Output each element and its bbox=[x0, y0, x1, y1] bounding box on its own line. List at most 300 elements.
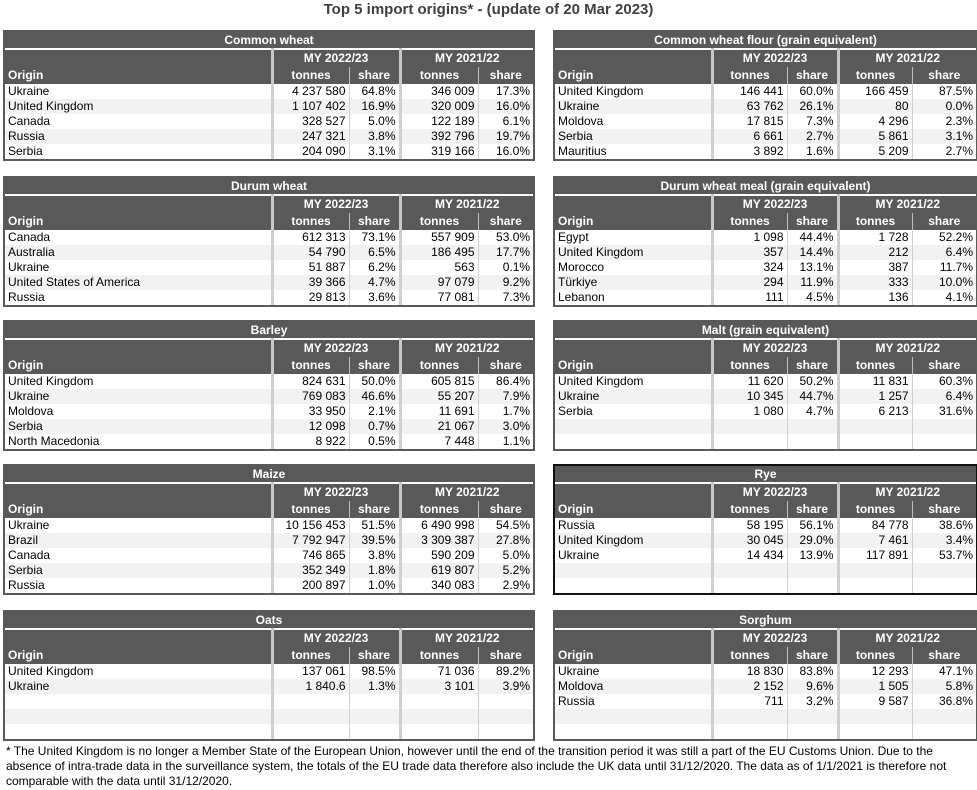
tonnes-header: tonnes bbox=[400, 501, 478, 518]
tonnes-header: tonnes bbox=[272, 357, 349, 374]
share-cell: 39.5% bbox=[349, 533, 400, 548]
tonnes-cell: 97 079 bbox=[400, 275, 478, 290]
share-cell: 83.8% bbox=[787, 664, 838, 679]
origin-cell: United Kingdom bbox=[555, 533, 712, 548]
share-cell: 4.7% bbox=[349, 275, 400, 290]
table-title: Rye bbox=[555, 466, 976, 483]
share-cell: 52.2% bbox=[912, 230, 976, 245]
period-header: MY 2021/22 bbox=[838, 195, 976, 213]
origin-cell: Serbia bbox=[5, 563, 272, 578]
tonnes-cell: 111 bbox=[712, 290, 787, 305]
origin-cell: Egypt bbox=[555, 230, 712, 245]
origin-cell bbox=[555, 578, 712, 593]
table-row bbox=[555, 709, 976, 724]
tonnes-cell: 4 237 580 bbox=[272, 84, 349, 99]
share-cell bbox=[478, 709, 533, 724]
tonnes-cell bbox=[272, 709, 349, 724]
tonnes-cell: 1 098 bbox=[712, 230, 787, 245]
share-cell bbox=[349, 694, 400, 709]
origin-cell: Russia bbox=[555, 694, 712, 709]
tonnes-cell: 6 213 bbox=[838, 404, 912, 419]
origin-cell: Mauritius bbox=[555, 144, 712, 159]
tonnes-cell: 166 459 bbox=[838, 84, 912, 99]
share-cell bbox=[912, 578, 976, 593]
tonnes-cell bbox=[838, 434, 912, 449]
tonnes-cell: 12 098 bbox=[272, 419, 349, 434]
origin-cell: Russia bbox=[5, 578, 272, 593]
share-cell: 56.1% bbox=[787, 518, 838, 533]
period-header: MY 2021/22 bbox=[400, 483, 533, 501]
table-row bbox=[555, 578, 976, 593]
table-row bbox=[5, 114, 533, 129]
share-cell: 4.1% bbox=[912, 290, 976, 305]
table-barley bbox=[3, 320, 535, 451]
share-cell: 3.6% bbox=[349, 290, 400, 305]
table-title: Maize bbox=[5, 466, 533, 483]
tonnes-cell: 557 909 bbox=[400, 230, 478, 245]
share-header: share bbox=[349, 357, 400, 374]
share-header: share bbox=[787, 67, 838, 84]
origin-header: Origin bbox=[555, 647, 712, 664]
tonnes-cell: 590 209 bbox=[400, 548, 478, 563]
share-cell: 0.1% bbox=[478, 260, 533, 275]
tonnes-cell: 29 813 bbox=[272, 290, 349, 305]
origin-header: Origin bbox=[5, 213, 272, 230]
period-header: MY 2021/22 bbox=[838, 49, 976, 67]
table-title: Malt (grain equivalent) bbox=[555, 322, 976, 339]
origin-header: Origin bbox=[5, 67, 272, 84]
table-row bbox=[555, 245, 976, 260]
share-cell: 1.8% bbox=[349, 563, 400, 578]
origin-cell: United Kingdom bbox=[5, 664, 272, 679]
share-cell: 64.8% bbox=[349, 84, 400, 99]
origin-cell: Russia bbox=[5, 290, 272, 305]
tonnes-header: tonnes bbox=[712, 67, 787, 84]
period-header: MY 2021/22 bbox=[838, 483, 976, 501]
share-header: share bbox=[912, 501, 976, 518]
tonnes-cell: 3 309 387 bbox=[400, 533, 478, 548]
table-row bbox=[555, 144, 976, 159]
share-cell bbox=[912, 563, 976, 578]
tonnes-cell: 247 321 bbox=[272, 129, 349, 144]
share-cell: 13.1% bbox=[787, 260, 838, 275]
tonnes-cell: 63 762 bbox=[712, 99, 787, 114]
share-header: share bbox=[787, 501, 838, 518]
tonnes-cell: 352 349 bbox=[272, 563, 349, 578]
share-cell: 6.4% bbox=[912, 245, 976, 260]
table-row bbox=[5, 404, 533, 419]
origin-cell: United Kingdom bbox=[555, 245, 712, 260]
tonnes-header: tonnes bbox=[712, 501, 787, 518]
tonnes-cell: 55 207 bbox=[400, 389, 478, 404]
origin-cell: Moldova bbox=[555, 114, 712, 129]
tonnes-header: tonnes bbox=[400, 213, 478, 230]
share-cell: 6.1% bbox=[478, 114, 533, 129]
tonnes-header: tonnes bbox=[400, 357, 478, 374]
tonnes-cell: 333 bbox=[838, 275, 912, 290]
tonnes-header: tonnes bbox=[838, 647, 912, 664]
table-row bbox=[555, 275, 976, 290]
tonnes-cell: 200 897 bbox=[272, 578, 349, 593]
tonnes-cell: 84 778 bbox=[838, 518, 912, 533]
tonnes-cell: 3 892 bbox=[712, 144, 787, 159]
share-cell: 1.3% bbox=[349, 679, 400, 694]
table-common-wheat bbox=[3, 30, 535, 161]
share-cell: 9.6% bbox=[787, 679, 838, 694]
share-cell: 16.0% bbox=[478, 99, 533, 114]
origin-cell: United Kingdom bbox=[555, 84, 712, 99]
table-row bbox=[555, 389, 976, 404]
share-cell: 19.7% bbox=[478, 129, 533, 144]
tonnes-cell: 9 587 bbox=[838, 694, 912, 709]
table-row bbox=[555, 533, 976, 548]
tonnes-cell: 39 366 bbox=[272, 275, 349, 290]
share-cell: 10.0% bbox=[912, 275, 976, 290]
table-row bbox=[555, 679, 976, 694]
table-title: Oats bbox=[5, 612, 533, 629]
tonnes-cell: 746 865 bbox=[272, 548, 349, 563]
table-row bbox=[5, 230, 533, 245]
share-cell: 36.8% bbox=[912, 694, 976, 709]
table-row bbox=[555, 419, 976, 434]
share-cell bbox=[912, 709, 976, 724]
period-header: MY 2022/23 bbox=[272, 195, 400, 213]
origin-cell: Ukraine bbox=[5, 389, 272, 404]
share-header: share bbox=[349, 647, 400, 664]
share-header: share bbox=[349, 67, 400, 84]
table-row bbox=[555, 99, 976, 114]
tonnes-cell bbox=[712, 578, 787, 593]
share-cell: 16.9% bbox=[349, 99, 400, 114]
share-cell bbox=[787, 578, 838, 593]
tonnes-cell: 21 067 bbox=[400, 419, 478, 434]
table-row bbox=[5, 245, 533, 260]
table-row bbox=[5, 578, 533, 593]
origin-cell: Serbia bbox=[5, 419, 272, 434]
share-cell: 3.8% bbox=[349, 548, 400, 563]
tonnes-cell: 8 922 bbox=[272, 434, 349, 449]
tonnes-header: tonnes bbox=[272, 647, 349, 664]
tonnes-cell: 1 257 bbox=[838, 389, 912, 404]
share-cell: 9.2% bbox=[478, 275, 533, 290]
table-row bbox=[555, 694, 976, 709]
tonnes-cell: 619 807 bbox=[400, 563, 478, 578]
table-rye bbox=[553, 464, 977, 595]
share-cell: 38.6% bbox=[912, 518, 976, 533]
share-cell: 5.0% bbox=[349, 114, 400, 129]
share-cell: 11.7% bbox=[912, 260, 976, 275]
table-row bbox=[5, 709, 533, 724]
table-sorghum bbox=[553, 610, 977, 741]
tonnes-cell bbox=[838, 709, 912, 724]
period-header: MY 2021/22 bbox=[400, 629, 533, 647]
share-cell: 60.0% bbox=[787, 84, 838, 99]
tonnes-header: tonnes bbox=[838, 357, 912, 374]
tonnes-cell bbox=[400, 709, 478, 724]
tonnes-cell: 186 495 bbox=[400, 245, 478, 260]
origin-cell: Australia bbox=[5, 245, 272, 260]
origin-cell: Morocco bbox=[555, 260, 712, 275]
tonnes-cell: 146 441 bbox=[712, 84, 787, 99]
origin-cell: Moldova bbox=[555, 679, 712, 694]
share-cell: 46.6% bbox=[349, 389, 400, 404]
share-cell: 4.7% bbox=[787, 404, 838, 419]
share-cell: 0.7% bbox=[349, 419, 400, 434]
origin-cell: Russia bbox=[5, 129, 272, 144]
share-cell: 3.2% bbox=[787, 694, 838, 709]
origin-cell: Serbia bbox=[5, 144, 272, 159]
period-header: MY 2022/23 bbox=[272, 629, 400, 647]
share-cell: 29.0% bbox=[787, 533, 838, 548]
tonnes-cell: 7 448 bbox=[400, 434, 478, 449]
share-cell: 2.1% bbox=[349, 404, 400, 419]
origin-cell bbox=[555, 724, 712, 739]
tonnes-cell bbox=[712, 724, 787, 739]
share-cell: 16.0% bbox=[478, 144, 533, 159]
share-cell: 7.3% bbox=[478, 290, 533, 305]
period-header: MY 2021/22 bbox=[838, 629, 976, 647]
share-cell: 51.5% bbox=[349, 518, 400, 533]
table-row bbox=[555, 724, 976, 739]
tonnes-cell: 2 152 bbox=[712, 679, 787, 694]
table-row bbox=[5, 275, 533, 290]
origin-cell: Ukraine bbox=[555, 548, 712, 563]
share-cell: 27.8% bbox=[478, 533, 533, 548]
tonnes-cell: 11 831 bbox=[838, 374, 912, 389]
origin-cell: Canada bbox=[5, 114, 272, 129]
tonnes-cell: 1 840.6 bbox=[272, 679, 349, 694]
share-cell: 3.1% bbox=[349, 144, 400, 159]
origin-header: Origin bbox=[555, 357, 712, 374]
table-row bbox=[555, 129, 976, 144]
tonnes-cell: 5 209 bbox=[838, 144, 912, 159]
table-row bbox=[555, 84, 976, 99]
share-header: share bbox=[478, 501, 533, 518]
share-cell: 2.3% bbox=[912, 114, 976, 129]
share-cell: 53.0% bbox=[478, 230, 533, 245]
share-cell: 73.1% bbox=[349, 230, 400, 245]
table-row bbox=[5, 419, 533, 434]
period-header: MY 2022/23 bbox=[712, 49, 838, 67]
share-header: share bbox=[478, 357, 533, 374]
page-title: Top 5 import origins* - (update of 20 Mar 2023) bbox=[323, 1, 654, 18]
share-cell bbox=[787, 724, 838, 739]
table-row bbox=[5, 144, 533, 159]
origin-cell: Canada bbox=[5, 230, 272, 245]
table-maize bbox=[3, 464, 535, 595]
share-cell: 3.8% bbox=[349, 129, 400, 144]
tonnes-cell: 54 790 bbox=[272, 245, 349, 260]
origin-cell: Ukraine bbox=[555, 389, 712, 404]
share-cell: 47.1% bbox=[912, 664, 976, 679]
table-row bbox=[5, 724, 533, 739]
tonnes-cell: 5 861 bbox=[838, 129, 912, 144]
table-title: Sorghum bbox=[555, 612, 976, 629]
tonnes-cell: 824 631 bbox=[272, 374, 349, 389]
tonnes-cell: 136 bbox=[838, 290, 912, 305]
tonnes-cell: 1 728 bbox=[838, 230, 912, 245]
table-row bbox=[555, 290, 976, 305]
origin-cell: Brazil bbox=[5, 533, 272, 548]
period-header: MY 2021/22 bbox=[400, 339, 533, 357]
period-header: MY 2021/22 bbox=[400, 195, 533, 213]
tonnes-cell bbox=[272, 724, 349, 739]
share-header: share bbox=[912, 647, 976, 664]
tonnes-cell: 58 195 bbox=[712, 518, 787, 533]
table-malt-grain-equivalent bbox=[553, 320, 977, 451]
table-title: Durum wheat meal (grain equivalent) bbox=[555, 178, 976, 195]
tonnes-cell: 30 045 bbox=[712, 533, 787, 548]
share-header: share bbox=[787, 357, 838, 374]
table-row bbox=[5, 374, 533, 389]
share-cell bbox=[912, 434, 976, 449]
table-row bbox=[5, 533, 533, 548]
origin-cell: United Kingdom bbox=[555, 374, 712, 389]
share-cell: 5.2% bbox=[478, 563, 533, 578]
origin-header: Origin bbox=[5, 357, 272, 374]
origin-cell: North Macedonia bbox=[5, 434, 272, 449]
share-cell: 2.9% bbox=[478, 578, 533, 593]
tonnes-cell: 12 293 bbox=[838, 664, 912, 679]
tonnes-cell: 3 101 bbox=[400, 679, 478, 694]
tonnes-cell: 117 891 bbox=[838, 548, 912, 563]
origin-cell bbox=[5, 709, 272, 724]
table-title: Barley bbox=[5, 322, 533, 339]
origin-cell bbox=[5, 724, 272, 739]
tonnes-header: tonnes bbox=[838, 67, 912, 84]
tonnes-header: tonnes bbox=[838, 501, 912, 518]
origin-cell: Ukraine bbox=[555, 664, 712, 679]
tonnes-cell: 33 950 bbox=[272, 404, 349, 419]
share-cell: 2.7% bbox=[912, 144, 976, 159]
tonnes-cell bbox=[838, 563, 912, 578]
share-header: share bbox=[349, 501, 400, 518]
origin-cell bbox=[555, 434, 712, 449]
period-header: MY 2022/23 bbox=[272, 483, 400, 501]
tonnes-cell: 1 080 bbox=[712, 404, 787, 419]
share-cell bbox=[478, 694, 533, 709]
origin-header: Origin bbox=[5, 501, 272, 518]
origin-header: Origin bbox=[555, 501, 712, 518]
share-header: share bbox=[478, 213, 533, 230]
table-title: Common wheat bbox=[5, 32, 533, 49]
share-cell: 2.7% bbox=[787, 129, 838, 144]
share-header: share bbox=[478, 67, 533, 84]
tonnes-cell: 51 887 bbox=[272, 260, 349, 275]
origin-cell: Ukraine bbox=[5, 679, 272, 694]
share-cell: 17.7% bbox=[478, 245, 533, 260]
share-header: share bbox=[478, 647, 533, 664]
origin-cell: Ukraine bbox=[555, 99, 712, 114]
share-cell: 53.7% bbox=[912, 548, 976, 563]
tonnes-cell: 7 792 947 bbox=[272, 533, 349, 548]
tonnes-cell: 6 661 bbox=[712, 129, 787, 144]
tonnes-header: tonnes bbox=[400, 67, 478, 84]
share-cell: 3.1% bbox=[912, 129, 976, 144]
share-cell: 44.7% bbox=[787, 389, 838, 404]
period-header: MY 2022/23 bbox=[272, 49, 400, 67]
period-header: MY 2022/23 bbox=[712, 195, 838, 213]
share-cell: 54.5% bbox=[478, 518, 533, 533]
origin-cell bbox=[555, 709, 712, 724]
tonnes-cell: 10 345 bbox=[712, 389, 787, 404]
tonnes-cell: 17 815 bbox=[712, 114, 787, 129]
tonnes-header: tonnes bbox=[712, 357, 787, 374]
tonnes-cell bbox=[400, 694, 478, 709]
tonnes-header: tonnes bbox=[712, 213, 787, 230]
tonnes-cell: 11 691 bbox=[400, 404, 478, 419]
share-cell: 5.0% bbox=[478, 548, 533, 563]
share-cell: 87.5% bbox=[912, 84, 976, 99]
share-cell: 5.8% bbox=[912, 679, 976, 694]
tonnes-cell: 340 083 bbox=[400, 578, 478, 593]
share-cell: 26.1% bbox=[787, 99, 838, 114]
origin-cell: Serbia bbox=[555, 404, 712, 419]
tonnes-cell: 10 156 453 bbox=[272, 518, 349, 533]
table-row bbox=[5, 84, 533, 99]
share-cell: 1.7% bbox=[478, 404, 533, 419]
footnote: * The United Kingdom is no longer a Member State of the European Union, however until the end of the transition period it was still a part of the EU Customs Union. Due to the absence of intra-trade data in the surveillance system, the totals of the EU trade data therefore also include the UK data until 31/12/2020. The data as of 1/1/2021 is therefore not comparable with the data until 31/12/2020. bbox=[6, 744, 947, 788]
tonnes-cell bbox=[272, 694, 349, 709]
table-row bbox=[5, 129, 533, 144]
tonnes-cell: 605 815 bbox=[400, 374, 478, 389]
share-cell: 6.2% bbox=[349, 260, 400, 275]
table-row bbox=[555, 260, 976, 275]
origin-cell: Moldova bbox=[5, 404, 272, 419]
table-row bbox=[5, 664, 533, 679]
origin-cell: Lebanon bbox=[555, 290, 712, 305]
tonnes-cell bbox=[838, 578, 912, 593]
tonnes-cell: 204 090 bbox=[272, 144, 349, 159]
table-row bbox=[5, 679, 533, 694]
tonnes-cell: 320 009 bbox=[400, 99, 478, 114]
tonnes-cell bbox=[400, 724, 478, 739]
tonnes-cell: 563 bbox=[400, 260, 478, 275]
origin-cell: Russia bbox=[555, 518, 712, 533]
share-cell: 50.2% bbox=[787, 374, 838, 389]
share-cell: 4.5% bbox=[787, 290, 838, 305]
table-title: Durum wheat bbox=[5, 178, 533, 195]
share-cell: 98.5% bbox=[349, 664, 400, 679]
share-cell: 7.9% bbox=[478, 389, 533, 404]
origin-cell: United States of America bbox=[5, 275, 272, 290]
share-cell: 31.6% bbox=[912, 404, 976, 419]
share-header: share bbox=[912, 67, 976, 84]
table-row bbox=[555, 563, 976, 578]
origin-cell: Ukraine bbox=[5, 84, 272, 99]
tonnes-cell bbox=[838, 419, 912, 434]
tonnes-cell: 769 083 bbox=[272, 389, 349, 404]
tonnes-cell: 357 bbox=[712, 245, 787, 260]
tonnes-cell: 7 461 bbox=[838, 533, 912, 548]
share-header: share bbox=[349, 213, 400, 230]
origin-cell: Ukraine bbox=[5, 260, 272, 275]
share-cell: 3.4% bbox=[912, 533, 976, 548]
tonnes-cell: 392 796 bbox=[400, 129, 478, 144]
share-cell: 1.0% bbox=[349, 578, 400, 593]
tonnes-cell: 212 bbox=[838, 245, 912, 260]
share-cell: 6.4% bbox=[912, 389, 976, 404]
share-cell: 14.4% bbox=[787, 245, 838, 260]
table-row bbox=[555, 518, 976, 533]
share-cell bbox=[787, 419, 838, 434]
tonnes-cell: 71 036 bbox=[400, 664, 478, 679]
share-cell bbox=[787, 434, 838, 449]
origin-header: Origin bbox=[5, 647, 272, 664]
table-row bbox=[555, 374, 976, 389]
tonnes-cell bbox=[712, 563, 787, 578]
table-row bbox=[5, 434, 533, 449]
